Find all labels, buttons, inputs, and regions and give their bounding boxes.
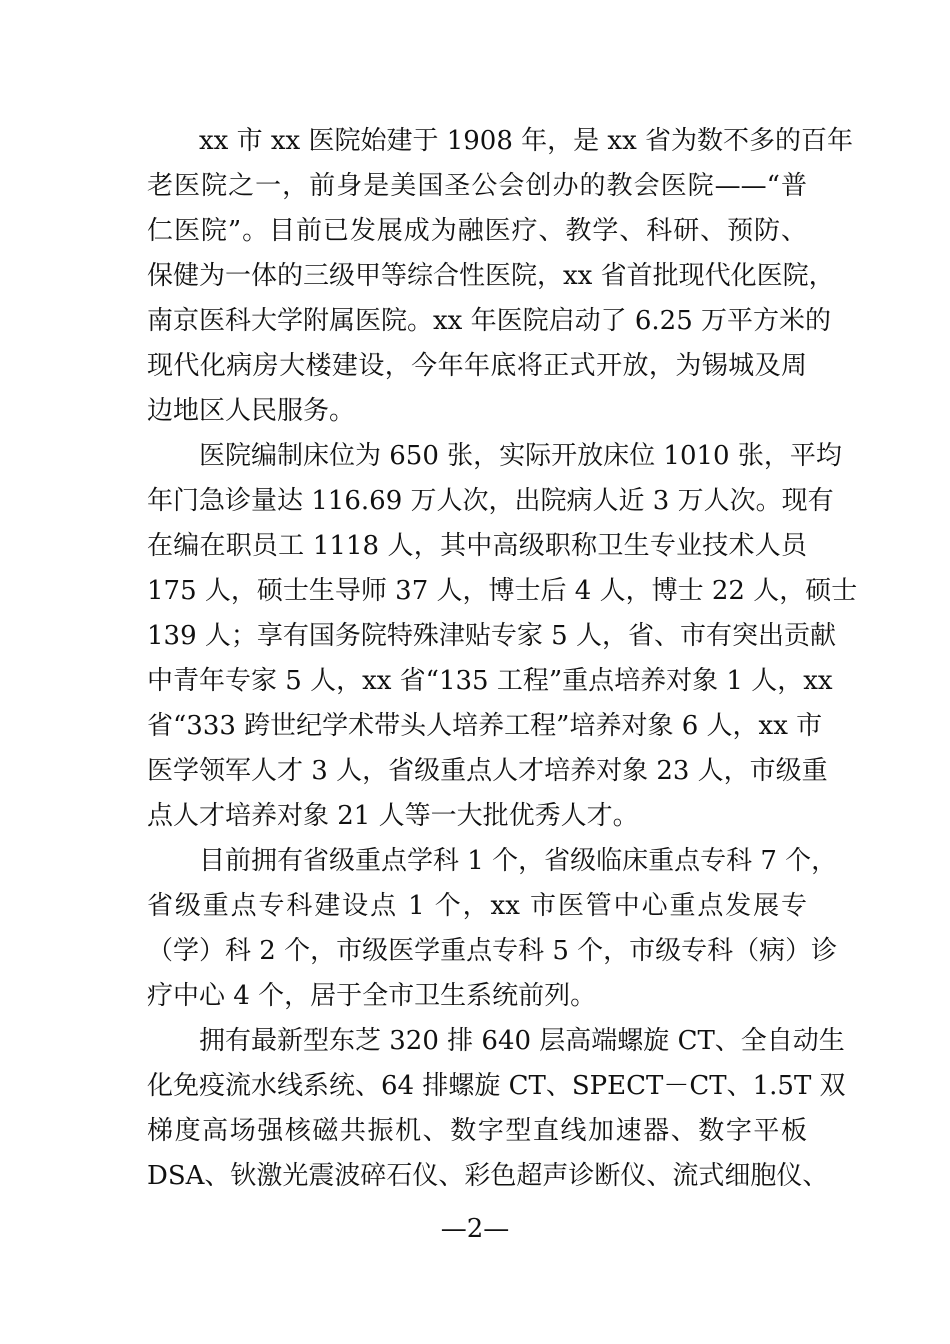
text-line: 化免疫流水线系统、64 排螺旋 CT、SPECT－CT、1.5T 双 [147, 1071, 846, 1101]
text-line: 在编在职员工 1118 人，其中高级职称卫生专业技术人员 [147, 531, 807, 561]
text-line: 中青年专家 5 人，xx 省“135 工程”重点培养对象 1 人，xx [147, 666, 833, 696]
text-line: （学）科 2 个，市级医学重点专科 5 个，市级专科（病）诊 [147, 936, 838, 966]
text-line: 175 人，硕士生导师 37 人，博士后 4 人，博士 22 人，硕士 [147, 576, 858, 606]
text-line: 省级重点专科建设点 1 个，xx 市医管中心重点发展专 [147, 891, 807, 921]
text-line: 边地区人民服务。 [147, 396, 356, 426]
text-line: 保健为一体的三级甲等综合性医院，xx 省首批现代化医院， [147, 261, 835, 291]
page-number: —2— [440, 1214, 510, 1244]
text-line: DSA、钬激光震波碎石仪、彩色超声诊断仪、流式细胞仪、 [147, 1161, 829, 1191]
text-line: 省“333 跨世纪学术带头人培养工程”培养对象 6 人，xx 市 [147, 711, 823, 741]
text-line: 现代化病房大楼建设，今年年底将正式开放，为锡城及周 [147, 351, 807, 381]
text-line: 医院编制床位为 650 张，实际开放床位 1010 张，平均 [199, 441, 842, 471]
text-line: 拥有最新型东芝 320 排 640 层高端螺旋 CT、全自动生 [199, 1026, 845, 1056]
text-line: 仁医院”。目前已发展成为融医疗、教学、科研、预防、 [147, 216, 807, 246]
text-line: 疗中心 4 个，居于全市卫生系统前列。 [147, 981, 597, 1011]
text-line: 年门急诊量达 116.69 万人次，出院病人近 3 万人次。现有 [147, 486, 834, 516]
text-line: 南京医科大学附属医院。xx 年医院启动了 6.25 万平方米的 [147, 306, 832, 336]
text-line: 139 人；享有国务院特殊津贴专家 5 人，省、市有突出贡献 [147, 621, 836, 651]
text-line: 医学领军人才 3 人，省级重点人才培养对象 23 人，市级重 [147, 756, 828, 786]
text-line: 梯度高场强核磁共振机、数字型直线加速器、数字平板 [147, 1116, 807, 1146]
text-line: 老医院之一，前身是美国圣公会创办的教会医院——“普 [147, 171, 807, 201]
text-line: xx 市 xx 医院始建于 1908 年，是 xx 省为数不多的百年 [199, 126, 853, 156]
text-line: 目前拥有省级重点学科 1 个，省级临床重点专科 7 个， [199, 846, 838, 876]
text-line: 点人才培养对象 21 人等一大批优秀人才。 [147, 801, 639, 831]
